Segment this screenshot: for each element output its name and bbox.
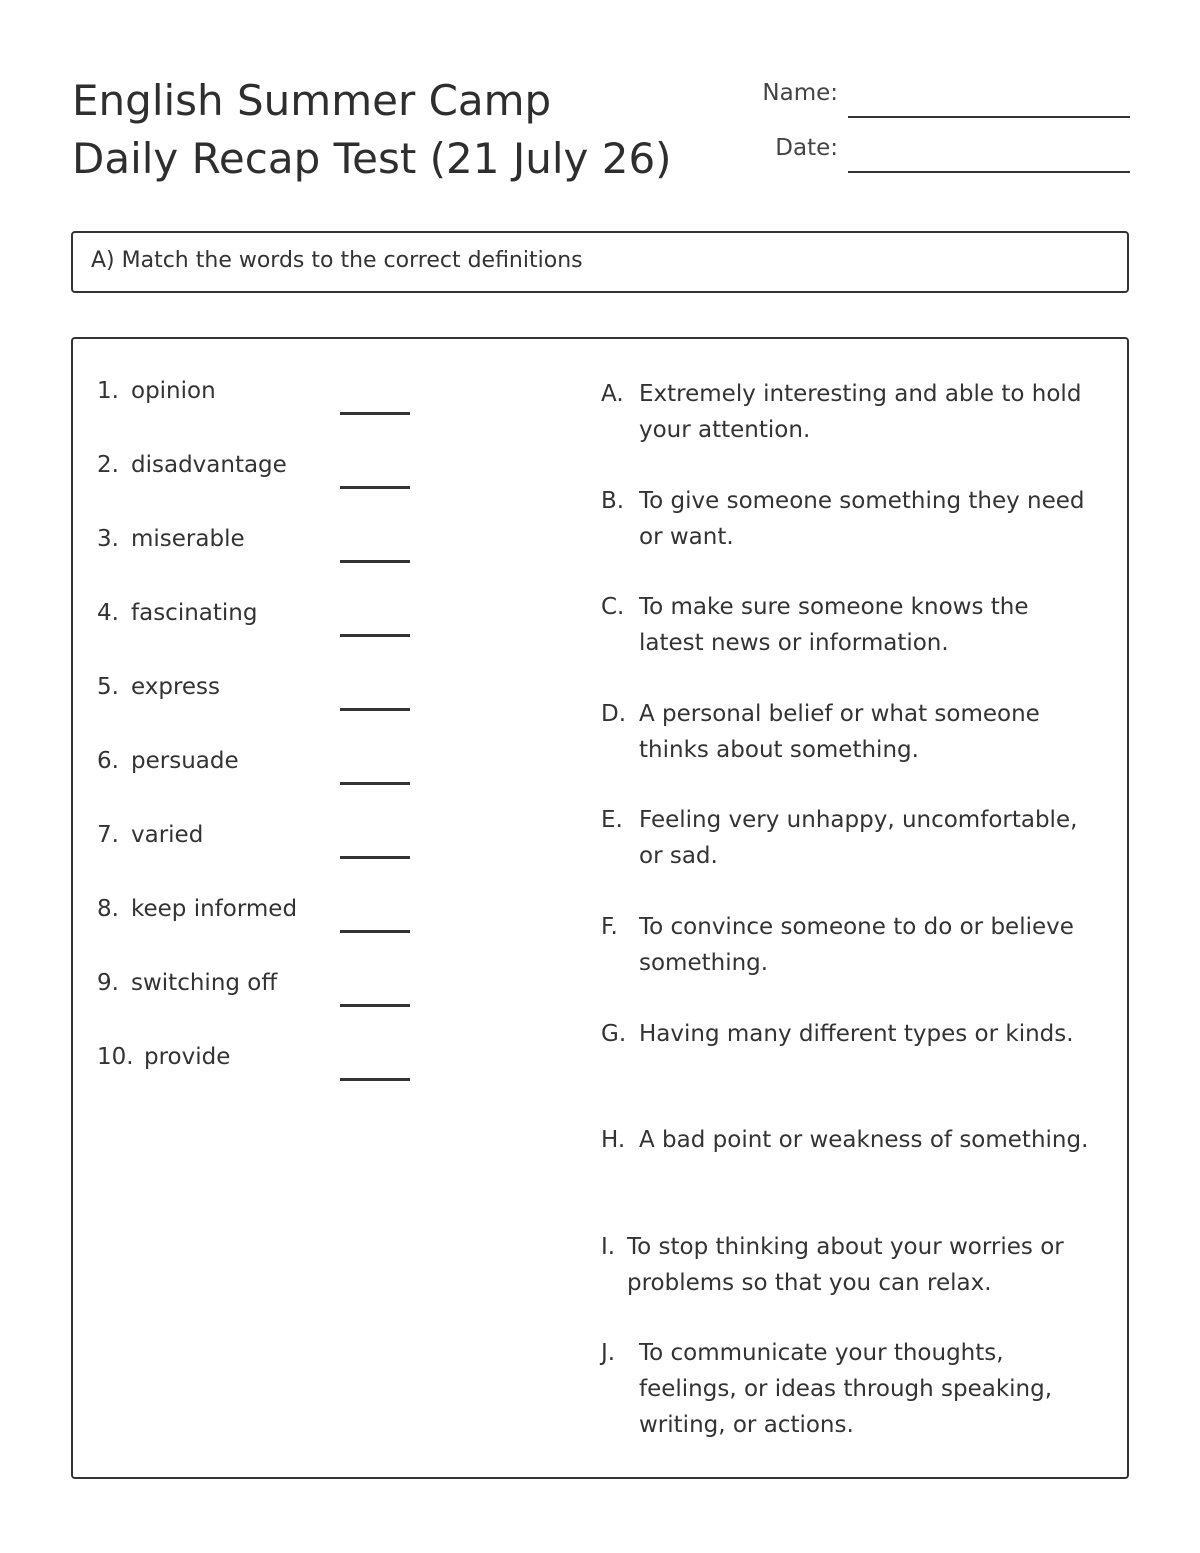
name-blank-line[interactable] bbox=[848, 116, 1130, 118]
answer-blank[interactable] bbox=[340, 708, 410, 711]
definition-text: Feeling very unhappy, uncomfortable, or sad. bbox=[639, 807, 1078, 869]
answer-blank[interactable] bbox=[340, 412, 410, 415]
word-item bbox=[97, 600, 397, 640]
word-item bbox=[97, 896, 397, 936]
word-text: express bbox=[131, 674, 221, 700]
word-item bbox=[97, 748, 397, 788]
word-text: switching off bbox=[131, 970, 278, 996]
definition-letter: I. bbox=[601, 1234, 616, 1260]
answer-blank[interactable] bbox=[340, 634, 410, 637]
definition-letter: A. bbox=[601, 381, 624, 407]
answer-blank[interactable] bbox=[340, 1078, 410, 1081]
title-line-2: Daily Recap Test (21 July 26) bbox=[72, 134, 672, 183]
name-field[interactable] bbox=[700, 76, 1130, 116]
answer-blank[interactable] bbox=[340, 560, 410, 563]
definition-text: To give someone something they need or want. bbox=[639, 488, 1085, 550]
word-text: provide bbox=[144, 1044, 231, 1070]
word-number: 6. bbox=[97, 748, 119, 774]
word-text: fascinating bbox=[131, 600, 258, 626]
word-item bbox=[97, 526, 397, 566]
word-number: 1. bbox=[97, 378, 119, 404]
answer-blank[interactable] bbox=[340, 930, 410, 933]
definition-letter: G. bbox=[601, 1021, 627, 1047]
definition-text: A bad point or weakness of something. bbox=[639, 1127, 1089, 1153]
definition-letter: E. bbox=[601, 807, 623, 833]
word-text: miserable bbox=[131, 526, 245, 552]
word-text: disadvantage bbox=[131, 452, 287, 478]
definition-letter: C. bbox=[601, 594, 625, 620]
definition-text: Having many different types or kinds. bbox=[639, 1021, 1074, 1047]
definition-letter: F. bbox=[601, 914, 618, 940]
date-label: Date: bbox=[775, 135, 838, 161]
definition-text: To communicate your thoughts, feelings, or ideas through speaking, writing, or actions. bbox=[639, 1340, 1053, 1438]
word-number: 9. bbox=[97, 970, 119, 996]
definition-text: To convince someone to do or believe something. bbox=[639, 914, 1074, 976]
answer-blank[interactable] bbox=[340, 782, 410, 785]
word-number: 5. bbox=[97, 674, 119, 700]
definition-text: Extremely interesting and able to hold your attention. bbox=[639, 381, 1082, 443]
word-number: 10. bbox=[97, 1044, 134, 1070]
section-instruction-box bbox=[71, 231, 1129, 293]
definition-text: To stop thinking about your worries or problems so that you can relax. bbox=[627, 1234, 1064, 1296]
word-text: opinion bbox=[131, 378, 216, 404]
word-number: 7. bbox=[97, 822, 119, 848]
name-label: Name: bbox=[762, 80, 838, 106]
definition-text: To make sure someone knows the latest news or information. bbox=[639, 594, 1029, 656]
word-text: persuade bbox=[131, 748, 239, 774]
page-title bbox=[72, 72, 672, 188]
definition-letter: H. bbox=[601, 1127, 626, 1153]
word-item bbox=[97, 378, 397, 418]
word-item bbox=[97, 674, 397, 714]
word-number: 4. bbox=[97, 600, 119, 626]
word-text: varied bbox=[131, 822, 204, 848]
title-line-1: English Summer Camp bbox=[72, 76, 552, 125]
definition-letter: D. bbox=[601, 701, 627, 727]
definition-text: A personal belief or what someone thinks about something. bbox=[639, 701, 1040, 763]
word-item bbox=[97, 822, 397, 862]
answer-blank[interactable] bbox=[340, 1004, 410, 1007]
word-text: keep informed bbox=[131, 896, 298, 922]
word-number: 2. bbox=[97, 452, 119, 478]
word-number: 3. bbox=[97, 526, 119, 552]
word-item bbox=[97, 970, 397, 1010]
definition-letter: J. bbox=[601, 1340, 616, 1366]
date-blank-line[interactable] bbox=[848, 171, 1130, 173]
date-field[interactable] bbox=[700, 131, 1130, 171]
word-item bbox=[97, 1044, 397, 1084]
answer-blank[interactable] bbox=[340, 856, 410, 859]
section-instruction: A) Match the words to the correct definitions bbox=[91, 248, 583, 273]
answer-blank[interactable] bbox=[340, 486, 410, 489]
word-number: 8. bbox=[97, 896, 119, 922]
word-item bbox=[97, 452, 397, 492]
definition-letter: B. bbox=[601, 488, 625, 514]
matching-exercise-box bbox=[71, 337, 1129, 1479]
